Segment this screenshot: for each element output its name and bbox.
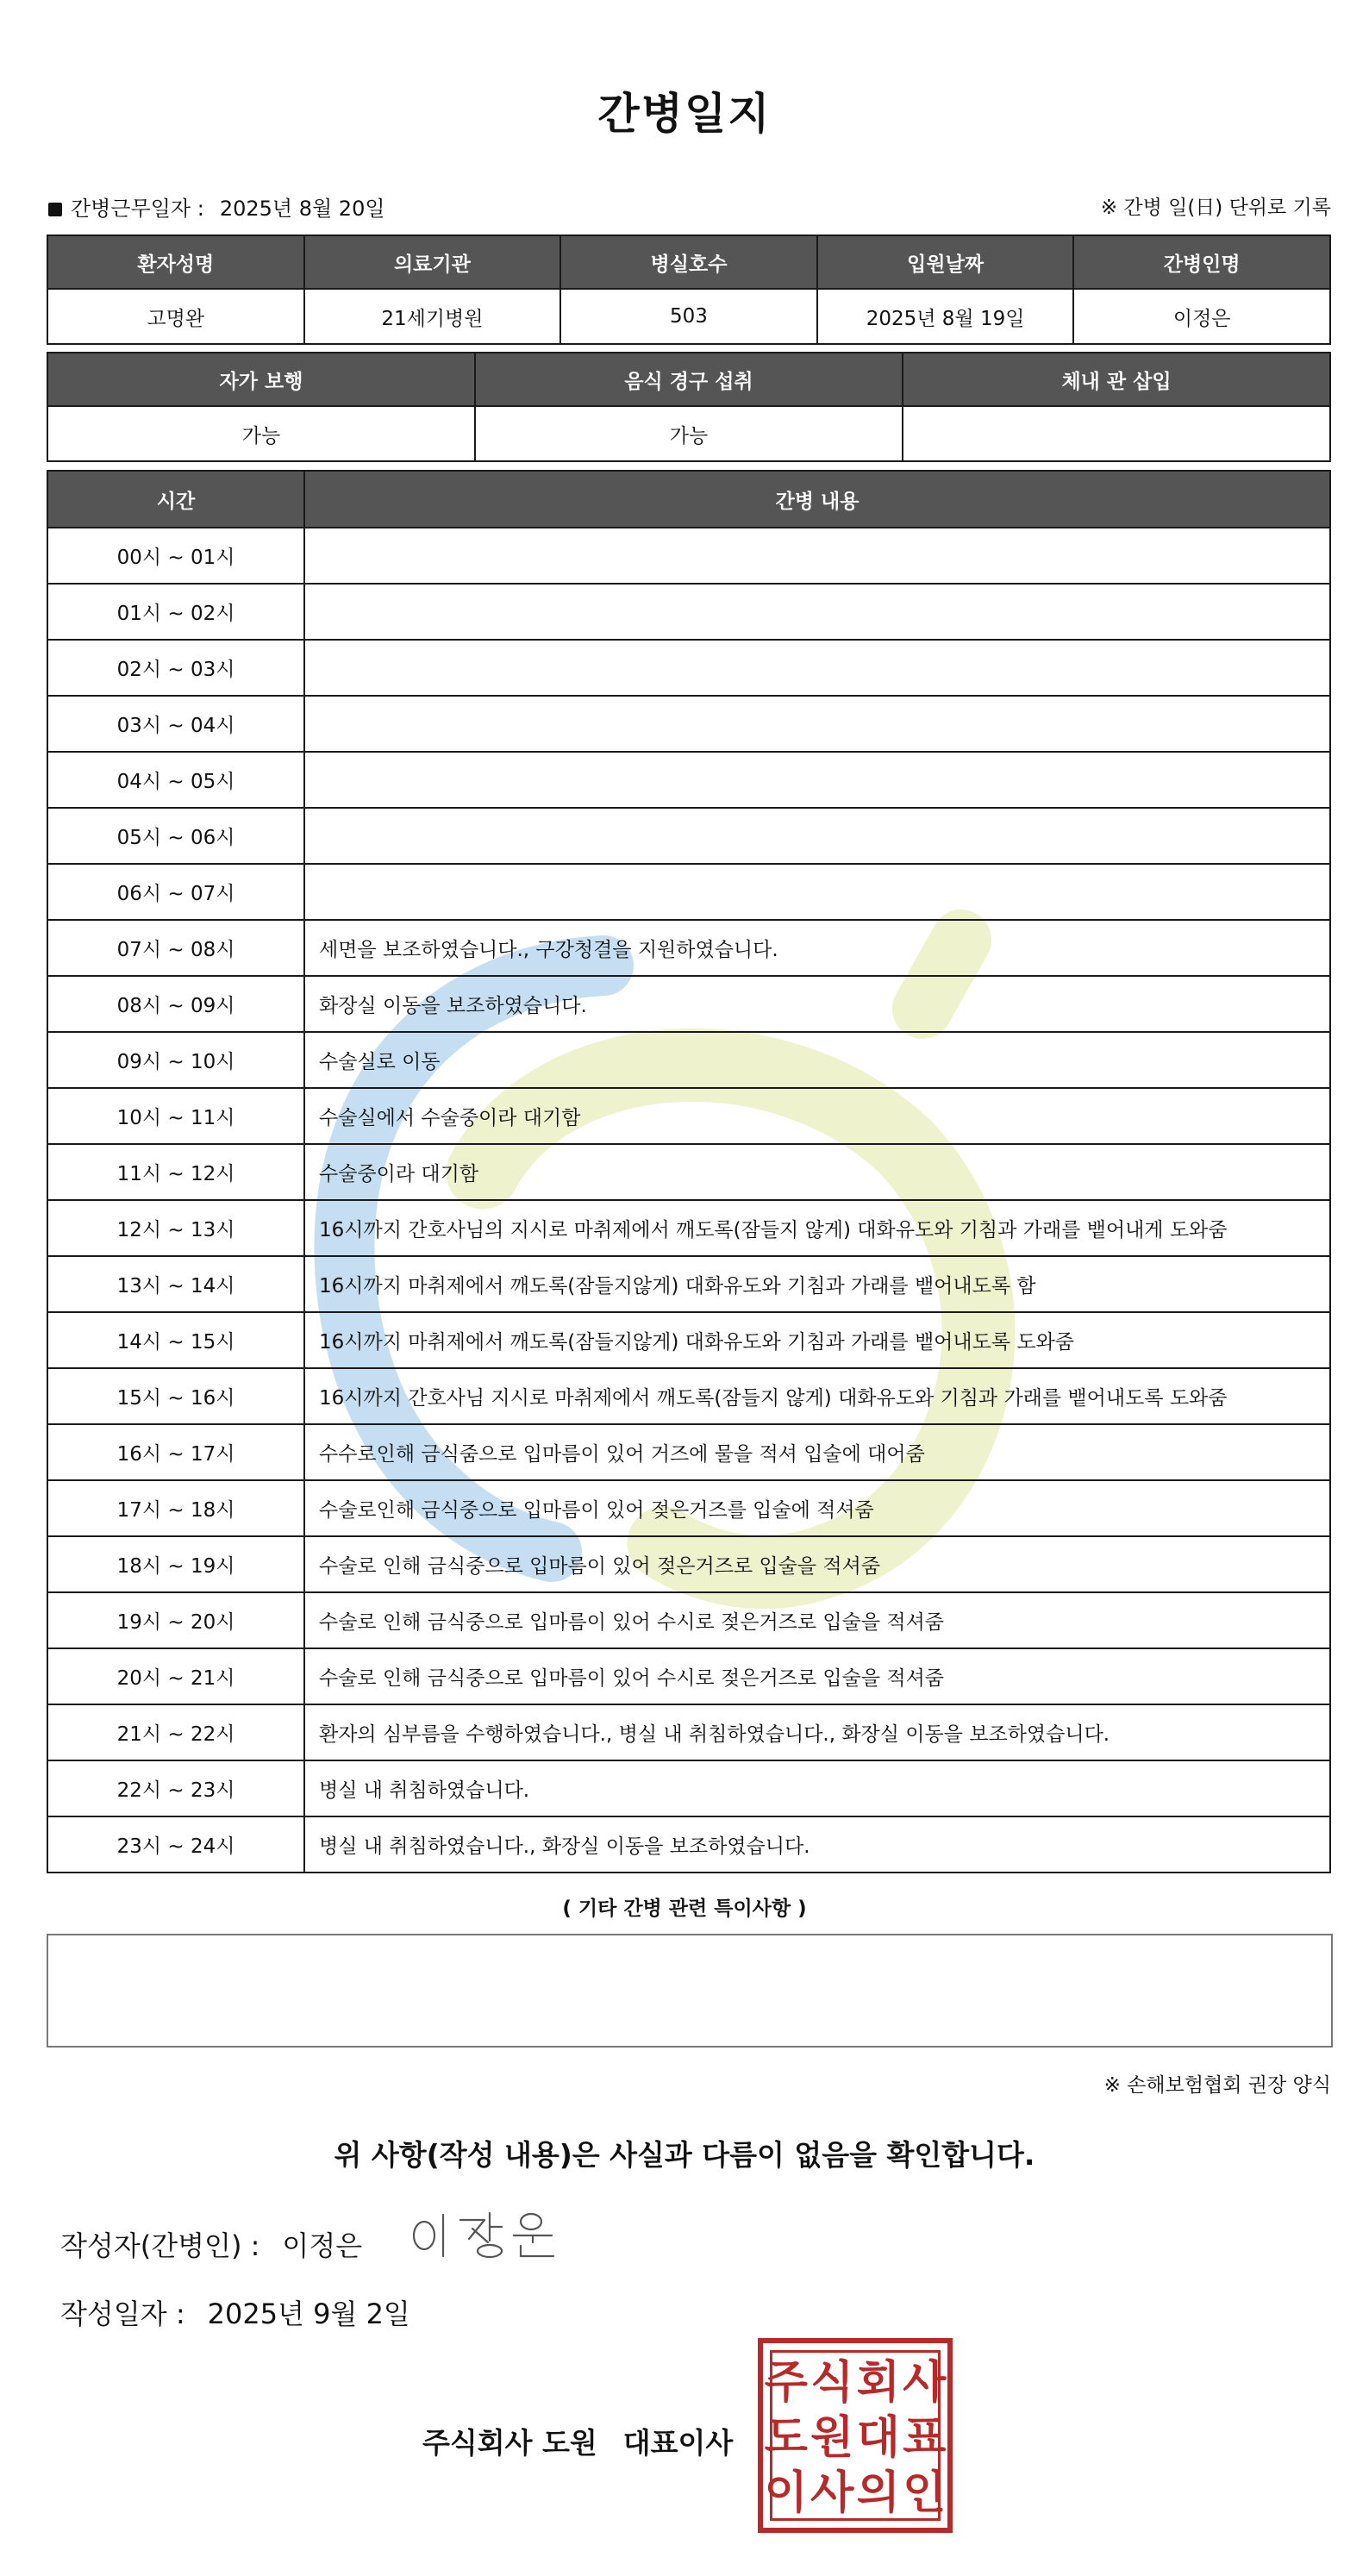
log-content — [304, 752, 1330, 808]
care-log-row — [47, 1144, 1330, 1200]
log-time: 16시 ~ 17시 — [47, 1424, 304, 1480]
oral-intake-value: 가능 — [475, 406, 903, 461]
log-time: 20시 ~ 21시 — [47, 1648, 304, 1704]
care-log-row — [47, 1704, 1330, 1760]
company-seal-stamp — [758, 2338, 953, 2533]
header-hospital: 의료기관 — [304, 235, 561, 289]
seal-character: 대 — [856, 2412, 900, 2464]
seal-character: 도 — [764, 2412, 808, 2464]
care-log-row — [47, 1368, 1330, 1424]
care-log-row — [47, 584, 1330, 640]
special-notes-box — [47, 1934, 1333, 2048]
header-room: 병실호수 — [560, 235, 817, 289]
log-time: 15시 ~ 16시 — [47, 1368, 304, 1424]
log-content — [304, 528, 1330, 584]
seal-character: 인 — [903, 2467, 947, 2519]
log-time: 11시 ~ 12시 — [47, 1144, 304, 1200]
log-content: 16시까지 간호사님 지시로 마취제에서 깨도록(잠들지 않게) 대화유도와 기침과 가래를 뱉어내도록 도와줌 — [304, 1368, 1330, 1424]
seal-character: 표 — [903, 2412, 947, 2464]
care-log-row — [47, 864, 1330, 920]
work-date-label: 간병근무일자 : — [71, 197, 204, 221]
work-date-value: 2025년 8월 20일 — [219, 197, 385, 221]
company-title: 대표이사 — [622, 2426, 734, 2460]
special-notes-title: ( 기타 간병 관련 특이사항 ) — [562, 1898, 807, 1920]
log-time: 01시 ~ 02시 — [47, 584, 304, 640]
seal-row-2 — [763, 2412, 947, 2464]
seal-row-1 — [763, 2357, 947, 2409]
seal-character: 의 — [856, 2467, 900, 2519]
header-admission-date: 입원날짜 — [817, 235, 1074, 289]
log-time: 09시 ~ 10시 — [47, 1032, 304, 1088]
recommended-form-note: ※ 손해보험협회 권장 양식 — [1103, 2074, 1331, 2097]
patient-info-table — [47, 234, 1331, 345]
log-content: 환자의 심부름을 수행하였습니다., 병실 내 취침하였습니다., 화장실 이동을 보조하였습니다. — [304, 1704, 1330, 1760]
care-log-row — [47, 1200, 1330, 1256]
written-date-value: 2025년 9월 2일 — [207, 2298, 410, 2330]
header-self-walking: 자가 보행 — [47, 353, 475, 406]
care-log-row — [47, 1312, 1330, 1368]
admission-date: 2025년 8월 19일 — [817, 289, 1074, 344]
daily-record-note: ※ 간병 일(日) 단위로 기록 — [1100, 197, 1331, 219]
handwritten-signature — [405, 2203, 569, 2263]
log-content — [304, 640, 1330, 696]
log-content — [304, 584, 1330, 640]
care-log-row — [47, 752, 1330, 808]
seal-character: 이 — [764, 2467, 808, 2519]
log-time: 08시 ~ 09시 — [47, 976, 304, 1032]
log-time: 10시 ~ 11시 — [47, 1088, 304, 1144]
log-time: 23시 ~ 24시 — [47, 1816, 304, 1873]
seal-character: 식 — [810, 2357, 854, 2409]
care-log-row — [47, 528, 1330, 584]
log-content: 16시까지 마취제에서 깨도록(잠들지않게) 대화유도와 기침과 가래를 뱉어내도록 함 — [304, 1256, 1330, 1312]
writer-label: 작성자(간병인) : — [60, 2229, 260, 2262]
log-content: 병실 내 취침하였습니다., 화장실 이동을 보조하였습니다. — [304, 1816, 1330, 1873]
seal-row-3 — [763, 2467, 947, 2519]
care-log-row — [47, 1648, 1330, 1704]
log-content: 화장실 이동을 보조하였습니다. — [304, 976, 1330, 1032]
care-log-row — [47, 976, 1330, 1032]
care-log-row — [47, 696, 1330, 752]
log-content: 수수로인해 금식줌으로 입마름이 있어 거즈에 물을 적셔 입술에 대어줌 — [304, 1424, 1330, 1480]
care-log-row — [47, 1480, 1330, 1536]
work-date-line — [48, 191, 385, 222]
log-time: 13시 ~ 14시 — [47, 1256, 304, 1312]
writer-line — [60, 2224, 362, 2264]
caregiver-name: 이정은 — [1073, 289, 1330, 344]
log-time: 18시 ~ 19시 — [47, 1536, 304, 1592]
log-content: 16시까지 간호사님의 지시로 마취제에서 깨도록(잠들지 않게) 대화유도와 기침과 가래를 뱉어내게 도와줌 — [304, 1200, 1330, 1256]
log-content: 수술실로 이동 — [304, 1032, 1330, 1088]
log-time: 02시 ~ 03시 — [47, 640, 304, 696]
care-log-row — [47, 1424, 1330, 1480]
header-caregiver-name: 간병인명 — [1073, 235, 1330, 289]
company-name: 주식회사 도원 — [422, 2426, 597, 2460]
header-oral-intake: 음식 경구 섭취 — [475, 353, 903, 406]
log-time: 22시 ~ 23시 — [47, 1760, 304, 1816]
seal-character: 원 — [810, 2412, 854, 2464]
care-log-row — [47, 1592, 1330, 1648]
written-date-line — [60, 2292, 410, 2332]
room-number: 503 — [560, 289, 817, 344]
log-content: 수술실에서 수술중이라 대기함 — [304, 1088, 1330, 1144]
written-date-label: 작성일자 : — [60, 2298, 185, 2330]
care-log-row — [47, 1760, 1330, 1816]
log-time: 17시 ~ 18시 — [47, 1480, 304, 1536]
log-time: 19시 ~ 20시 — [47, 1592, 304, 1648]
log-content: 수술로 인해 금식중으로 입마름이 있어 수시로 젖은거즈로 입술을 적셔줌 — [304, 1648, 1330, 1704]
log-time: 07시 ~ 08시 — [47, 920, 304, 976]
document-title: 간병일지 — [597, 89, 772, 139]
header-patient-name: 환자성명 — [47, 235, 304, 289]
log-time: 04시 ~ 05시 — [47, 752, 304, 808]
log-content: 수술중이라 대기함 — [304, 1144, 1330, 1200]
seal-character: 주 — [764, 2357, 808, 2409]
square-bullet-icon — [48, 203, 62, 216]
seal-character: 사 — [903, 2357, 947, 2409]
log-time: 21시 ~ 22시 — [47, 1704, 304, 1760]
patient-ability-table — [47, 352, 1331, 462]
log-time: 05시 ~ 06시 — [47, 808, 304, 864]
seal-character: 회 — [856, 2357, 900, 2409]
seal-character: 사 — [810, 2467, 854, 2519]
care-log-row — [47, 1816, 1330, 1873]
log-content: 세면을 보조하였습니다., 구강청결을 지원하였습니다. — [304, 920, 1330, 976]
tube-insertion-value — [903, 406, 1330, 461]
patient-name: 고명완 — [47, 289, 304, 344]
log-content — [304, 696, 1330, 752]
care-log-row — [47, 1032, 1330, 1088]
confirmation-statement: 위 사항(작성 내용)은 사실과 다름이 없음을 확인합니다. — [334, 2138, 1035, 2172]
log-content: 수술로 인해 금식중으로 입마름이 있어 수시로 젖은거즈로 입술을 적셔줌 — [304, 1592, 1330, 1648]
care-log-row — [47, 808, 1330, 864]
self-walking-value: 가능 — [47, 406, 475, 461]
log-content — [304, 808, 1330, 864]
log-content: 수술로인해 금식중으로 입마름이 있어 젖은거즈를 입술에 적셔줌 — [304, 1480, 1330, 1536]
header-care-content: 간병 내용 — [304, 471, 1330, 528]
log-time: 00시 ~ 01시 — [47, 528, 304, 584]
log-content: 16시까지 마취제에서 깨도록(잠들지않게) 대화유도와 기침과 가래를 뱉어내도록 도와줌 — [304, 1312, 1330, 1368]
log-content — [304, 864, 1330, 920]
care-log-row — [47, 1256, 1330, 1312]
log-time: 14시 ~ 15시 — [47, 1312, 304, 1368]
company-line — [422, 2421, 733, 2461]
header-time: 시간 — [47, 471, 304, 528]
log-time: 06시 ~ 07시 — [47, 864, 304, 920]
writer-name: 이정은 — [282, 2229, 363, 2262]
care-log-table — [47, 470, 1331, 1873]
care-log-row — [47, 920, 1330, 976]
header-tube-insertion: 체내 관 삽입 — [903, 353, 1330, 406]
log-content: 병실 내 취침하였습니다. — [304, 1760, 1330, 1816]
care-log-row — [47, 1536, 1330, 1592]
log-time: 12시 ~ 13시 — [47, 1200, 304, 1256]
hospital: 21세기병원 — [304, 289, 561, 344]
log-content: 수술로 인해 금식중으로 입마름이 있어 젖은거즈로 입술을 적셔줌 — [304, 1536, 1330, 1592]
care-log-row — [47, 640, 1330, 696]
care-log-row — [47, 1088, 1330, 1144]
log-time: 03시 ~ 04시 — [47, 696, 304, 752]
